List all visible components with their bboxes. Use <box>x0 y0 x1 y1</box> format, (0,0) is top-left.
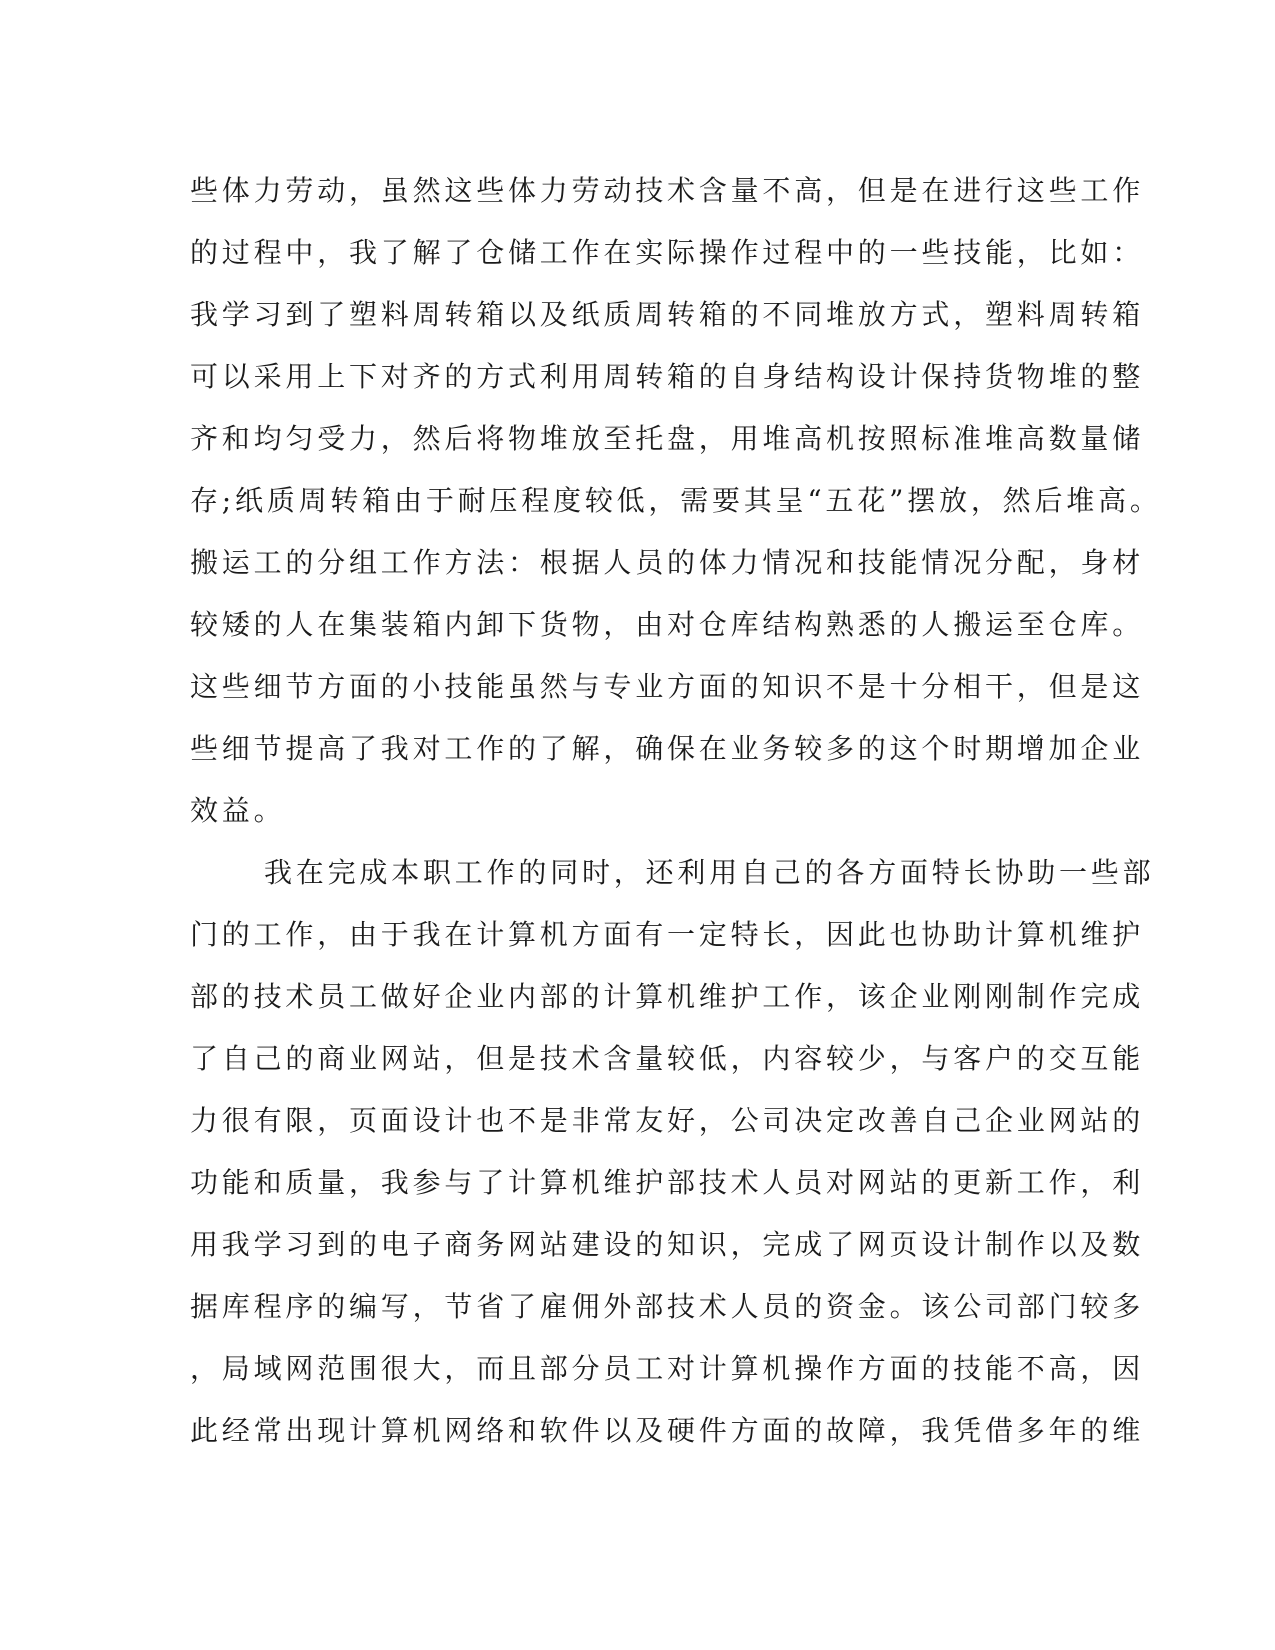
text-line: 此经常出现计算机网络和软件以及硬件方面的故障，我凭借多年的维 <box>190 1414 1145 1447</box>
text-line: 我在完成本职工作的同时，还利用自己的各方面特长协助一些部 <box>264 856 1155 889</box>
text-line: 齐和均匀受力，然后将物堆放至托盘，用堆高机按照标准堆高数量储 <box>190 422 1145 455</box>
text-line: ，局域网范围很大，而且部分员工对计算机操作方面的技能不高，因 <box>190 1352 1145 1385</box>
text-line: 较矮的人在集装箱内卸下货物，由对仓库结构熟悉的人搬运至仓库。 <box>190 608 1145 641</box>
text-line: 用我学习到的电子商务网站建设的知识，完成了网页设计制作以及数 <box>190 1228 1145 1261</box>
text-line: 可以采用上下对齐的方式利用周转箱的自身结构设计保持货物堆的整 <box>190 360 1145 393</box>
text-line: 效益。 <box>190 794 286 827</box>
text-line: 些细节提高了我对工作的了解，确保在业务较多的这个时期增加企业 <box>190 732 1145 765</box>
text-line: 这些细节方面的小技能虽然与专业方面的知识不是十分相干，但是这 <box>190 670 1145 703</box>
text-line: 功能和质量，我参与了计算机维护部技术人员对网站的更新工作，利 <box>190 1166 1145 1199</box>
text-line: 部的技术员工做好企业内部的计算机维护工作，该企业刚刚制作完成 <box>190 980 1145 1013</box>
text-line: 据库程序的编写，节省了雇佣外部技术人员的资金。该公司部门较多 <box>190 1290 1145 1323</box>
text-line: 门的工作，由于我在计算机方面有一定特长，因此也协助计算机维护 <box>190 918 1145 951</box>
paragraph-1 <box>190 160 1162 842</box>
paragraph-2 <box>190 842 1155 1462</box>
text-line: 存;纸质周转箱由于耐压程度较低，需要其呈“五花”摆放，然后堆高。 <box>190 484 1162 517</box>
text-line: 些体力劳动，虽然这些体力劳动技术含量不高，但是在进行这些工作 <box>190 174 1145 207</box>
text-line: 力很有限，页面设计也不是非常友好，公司决定改善自己企业网站的 <box>190 1104 1145 1137</box>
text-line: 了自己的商业网站，但是技术含量较低，内容较少，与客户的交互能 <box>190 1042 1145 1075</box>
body-text <box>190 160 1162 1462</box>
text-line: 的过程中，我了解了仓储工作在实际操作过程中的一些技能，比如： <box>190 236 1145 269</box>
text-line: 我学习到了塑料周转箱以及纸质周转箱的不同堆放方式，塑料周转箱 <box>190 298 1145 331</box>
text-line: 搬运工的分组工作方法：根据人员的体力情况和技能情况分配，身材 <box>190 546 1145 579</box>
